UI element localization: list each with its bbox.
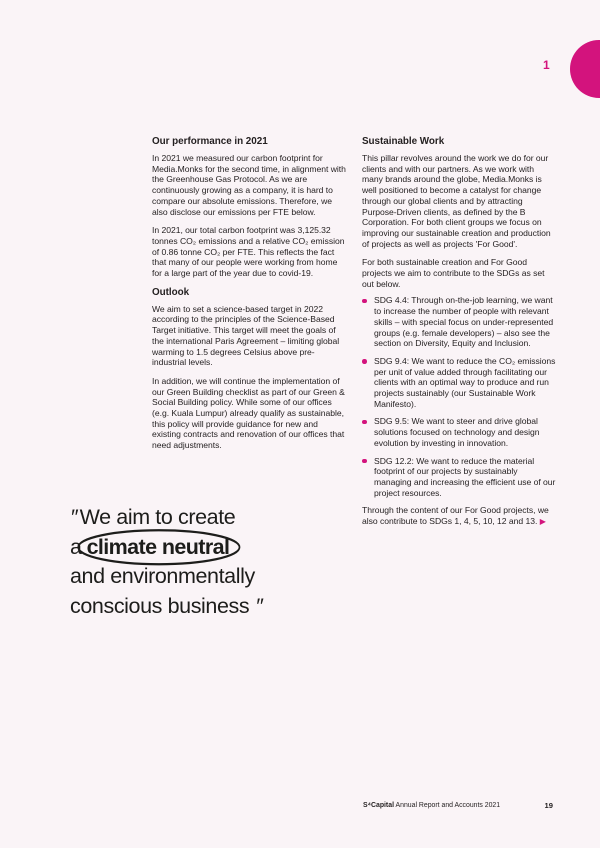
highlight-ellipse — [87, 533, 230, 563]
right-column — [362, 136, 557, 528]
section-heading-sustainable-work: Sustainable Work — [362, 136, 445, 147]
footer-brand: S⁴Capital — [363, 802, 394, 809]
open-quote-icon: ″ — [70, 505, 76, 529]
quote-line — [70, 503, 400, 533]
pull-quote — [70, 503, 400, 621]
paragraph: For both sustainable creation and For Good projects we aim to contribute to the SDGs as set out below. — [362, 257, 545, 289]
arrow-right-icon: ▶ — [539, 517, 546, 527]
paragraph: In addition, we will continue the implementation of our Green Building checklist as part of our Green & Social Building policy. While some of our offices (e.g. Kuala Lumpur) already qualify as sustainable, this policy will provide guidance for new and existing contracts and renovation of our offices that need adjustments. — [152, 375, 345, 451]
footer-text: Annual Report and Accounts 2021 — [393, 802, 501, 809]
list-item-sdg-4-4 — [362, 295, 557, 349]
list-item-text: SDG 9.5: We want to steer and drive global solutions focused on technology and design evolution by investing in innovation. — [374, 416, 540, 448]
quote-line — [70, 562, 400, 592]
paragraph: In 2021, our total carbon footprint was 3,125.32 tonnes CO₂ emissions and a relative CO₂ emission of 0.86 tonne CO₂ per FTE. This reflects the fact that many of our people were working from home for a large part of the year due to covid-19. — [152, 225, 345, 279]
section-heading-performance: Our performance in 2021 — [152, 136, 268, 147]
list-item-sdg-9-5 — [362, 416, 557, 448]
bullet-icon — [362, 420, 367, 425]
section-tab-number: 1 — [543, 58, 550, 72]
list-item-text: SDG 9.4: We want to reduce the CO₂ emissions per unit of value added through facilitating our clients with an optimal way to produce and run projects sustainably (our Sustainable Work Manifesto). — [374, 355, 556, 409]
quote-text: and environmentally — [70, 564, 255, 588]
close-quote-icon: ″ — [255, 593, 261, 618]
list-item-sdg-12-2 — [362, 456, 557, 499]
paragraph: This pillar revolves around the work we do for our clients and with our partners. As we work with many brands around the globe, Media.Monks is well positioned to become a catalyst for change through our global clients and by attracting Purpose-Driven clients, as defined by the B Corporation. For both client groups we focus on improving our sustainable creation and production of projects as well as projects 'For Good'. — [362, 153, 551, 249]
footer — [363, 802, 500, 809]
corner-circle-decoration — [570, 40, 600, 98]
bullet-icon — [362, 459, 367, 464]
list-item-text: SDG 12.2: We want to reduce the material footprint of our projects by sustainably managing and increasing the efficient use of our project resources. — [374, 455, 556, 498]
quote-text: a — [70, 534, 82, 559]
sdg-bullet-list — [362, 295, 557, 498]
paragraph: We aim to set a science-based target in 2022 according to the principles of the Science-Based Target initiative. This target will meet the goals of the international Paris Agreement – limiting global warming to 1.5 degrees Celsius above pre-industrial levels. — [152, 303, 340, 368]
quote-line — [70, 592, 400, 622]
list-item-text: SDG 4.4: Through on-the-job learning, we want to increase the number of people with relevant skills – with special focus on under-represented groups (e.g. female developers) – also see the section on Diversity, Equity and Inclusion. — [374, 295, 554, 349]
bullet-icon — [362, 299, 367, 304]
closing-text: Through the content of our For Good projects, we also contribute to SDGs 1, 4, 5, 10, 12 and 13. — [362, 505, 549, 527]
quote-line — [70, 533, 400, 563]
bullet-icon — [362, 359, 367, 364]
section-heading-outlook: Outlook — [152, 286, 190, 298]
quote-text: We aim to create — [79, 505, 236, 529]
quote-highlight-text: climate neutral — [86, 534, 230, 559]
page-number: 19 — [544, 801, 553, 810]
quote-text: conscious business — [70, 593, 250, 618]
left-column — [152, 136, 346, 451]
list-item-sdg-9-4 — [362, 356, 557, 410]
paragraph: In 2021 we measured our carbon footprint for Media.Monks for the second time, in alignment with the Greenhouse Gas Protocol. As we are continuously growing as a company, it is hard to compare our absolute emissions. Therefore, we also disclose our emissions per FTE below. — [152, 153, 346, 217]
